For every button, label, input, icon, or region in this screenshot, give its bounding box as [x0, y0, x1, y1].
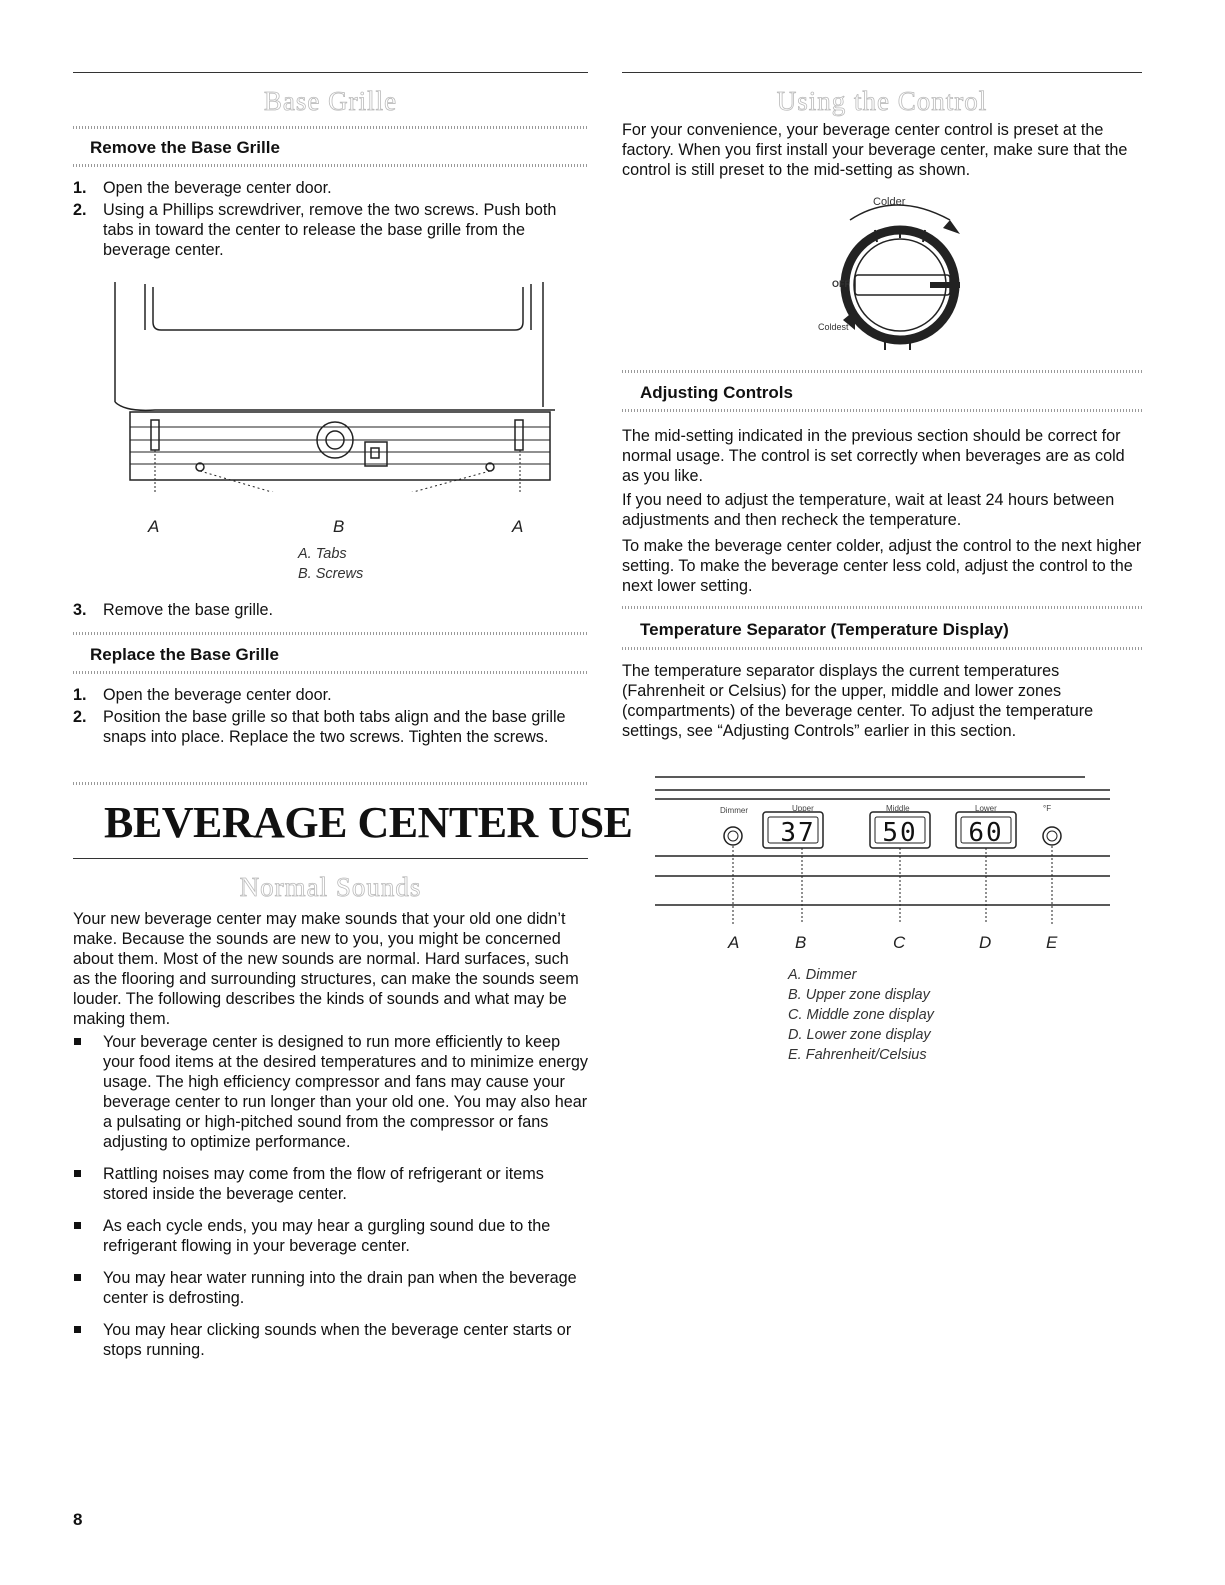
remove-step-3 [73, 600, 588, 622]
replace-grille-subhead: Replace the Base Grille [90, 645, 279, 664]
section-title: BEVERAGE CENTER USE [104, 798, 633, 847]
control-dial-illustration [815, 190, 975, 360]
figure-caption: A. Tabs [298, 546, 347, 562]
divider [622, 409, 1142, 412]
display-caption: D. Lower zone display [788, 1027, 931, 1043]
replace-steps [73, 685, 588, 749]
display-caption: C. Middle zone display [788, 1007, 934, 1023]
upper-zone-reading: 37 [780, 818, 816, 848]
using-control-heading: Using the Control [776, 86, 988, 116]
divider [73, 782, 588, 785]
remove-steps [73, 178, 588, 262]
display-letter-c: C [893, 933, 906, 952]
adjusting-controls-subhead: Adjusting Controls [640, 383, 793, 402]
dial-label-off: OFF [832, 279, 850, 289]
divider [73, 632, 588, 635]
dial-label-colder: Colder [873, 196, 906, 208]
display-caption: A. Dimmer [788, 967, 857, 983]
list-item: 2. Position the base grille so that both tabs align and the base grille snaps into place. Replace the two screws. Tighten the screws. [73, 708, 566, 746]
dial-label-coldest: Coldest [818, 322, 849, 332]
list-item: You may hear water running into the drain pan when the beverage center is defrosting. [73, 1268, 588, 1308]
display-letter-b: B [795, 933, 807, 952]
divider [73, 164, 588, 167]
display-caption: B. Upper zone display [788, 987, 930, 1003]
figure-label-a: A [512, 517, 524, 536]
list-item: 1. Open the beverage center door. [73, 179, 332, 197]
divider [622, 606, 1142, 609]
top-rule-left [73, 72, 588, 73]
display-caption: E. Fahrenheit/Celsius [788, 1047, 927, 1063]
page-number: 8 [73, 1510, 83, 1529]
adjusting-paragraph: The mid-setting indicated in the previous section should be correct for normal usage. The control is set correctly when beverages are as cold as you like. [622, 427, 1125, 485]
divider [73, 671, 588, 674]
lower-zone-reading: 60 [968, 818, 1004, 848]
sounds-intro: Your new beverage center may make sounds that your old one didn’t make. Because the sounds are new to you, you might be concerned about them. Most of the new sounds are normal. Hard surfaces, such as the flooring and surrounding structures, can make the sounds seem louder. The following describes the kinds of sounds and what may be making them. [73, 910, 579, 1028]
adjusting-paragraph: If you need to adjust the temperature, wait at least 24 hours between adjustments and then recheck the temperature. [622, 491, 1115, 529]
temperature-display-illustration [650, 772, 1112, 932]
separator-text: The temperature separator displays the current temperatures (Fahrenheit or Celsius) for the upper, middle and lower zones (compartments) of the beverage center. To adjust the temperature settings, see “Adjusting Controls” earlier in this section. [622, 662, 1094, 740]
list-item: 1. Open the beverage center door. [73, 686, 332, 704]
sounds-list [73, 1032, 588, 1372]
list-item: Rattling noises may come from the flow of refrigerant or items stored inside the beverage center. [73, 1164, 588, 1204]
divider [73, 126, 588, 129]
divider [622, 647, 1142, 650]
list-item: Your beverage center is designed to run more efficiently to keep your food items at the desired temperatures and to minimize energy usage. The high efficiency compressor and fans may cause your beverage center to run longer than your old one. You may also hear a pulsating or high-pitched sound from the compressor or fans adjusting to optimize performance. [73, 1032, 588, 1152]
display-label-dimmer: Dimmer [720, 806, 748, 815]
list-item: As each cycle ends, you may hear a gurgling sound due to the refrigerant flowing in your beverage center. [73, 1216, 588, 1256]
divider [622, 370, 1142, 373]
base-grille-illustration [95, 282, 565, 492]
list-item: 3. Remove the base grille. [73, 601, 274, 619]
display-letter-e: E [1046, 933, 1058, 952]
temperature-separator-subhead: Temperature Separator (Temperature Display) [640, 620, 1009, 639]
list-item: 2. Using a Phillips screwdriver, remove the two screws. Push both tabs in toward the center to release the base grille from the beverage center. [73, 201, 557, 259]
remove-grille-subhead: Remove the Base Grille [90, 138, 280, 157]
display-label-lower: Lower [975, 804, 997, 813]
adjusting-paragraph: To make the beverage center colder, adjust the control to the next higher setting. To make the beverage center less cold, adjust the control to the next lower setting. [622, 537, 1142, 595]
figure-label-b: B [333, 517, 345, 536]
control-intro: For your convenience, your beverage center control is preset at the factory. When you first install your beverage center, make sure that the control is still preset to the mid-setting as shown. [622, 121, 1128, 179]
middle-zone-reading: 50 [882, 818, 918, 848]
list-item: You may hear clicking sounds when the beverage center starts or stops running. [73, 1320, 588, 1360]
display-label-upper: Upper [792, 804, 814, 813]
figure-caption: B. Screws [298, 566, 364, 582]
section-rule [73, 858, 588, 859]
figure-label-a: A [148, 517, 160, 536]
display-letter-d: D [979, 933, 992, 952]
normal-sounds-heading: Normal Sounds [239, 872, 422, 902]
top-rule-right [622, 72, 1142, 73]
display-label-unit: °F [1043, 804, 1052, 813]
display-label-middle: Middle [886, 804, 910, 813]
display-letter-a: A [728, 933, 740, 952]
base-grille-heading: Base Grille [263, 86, 398, 116]
